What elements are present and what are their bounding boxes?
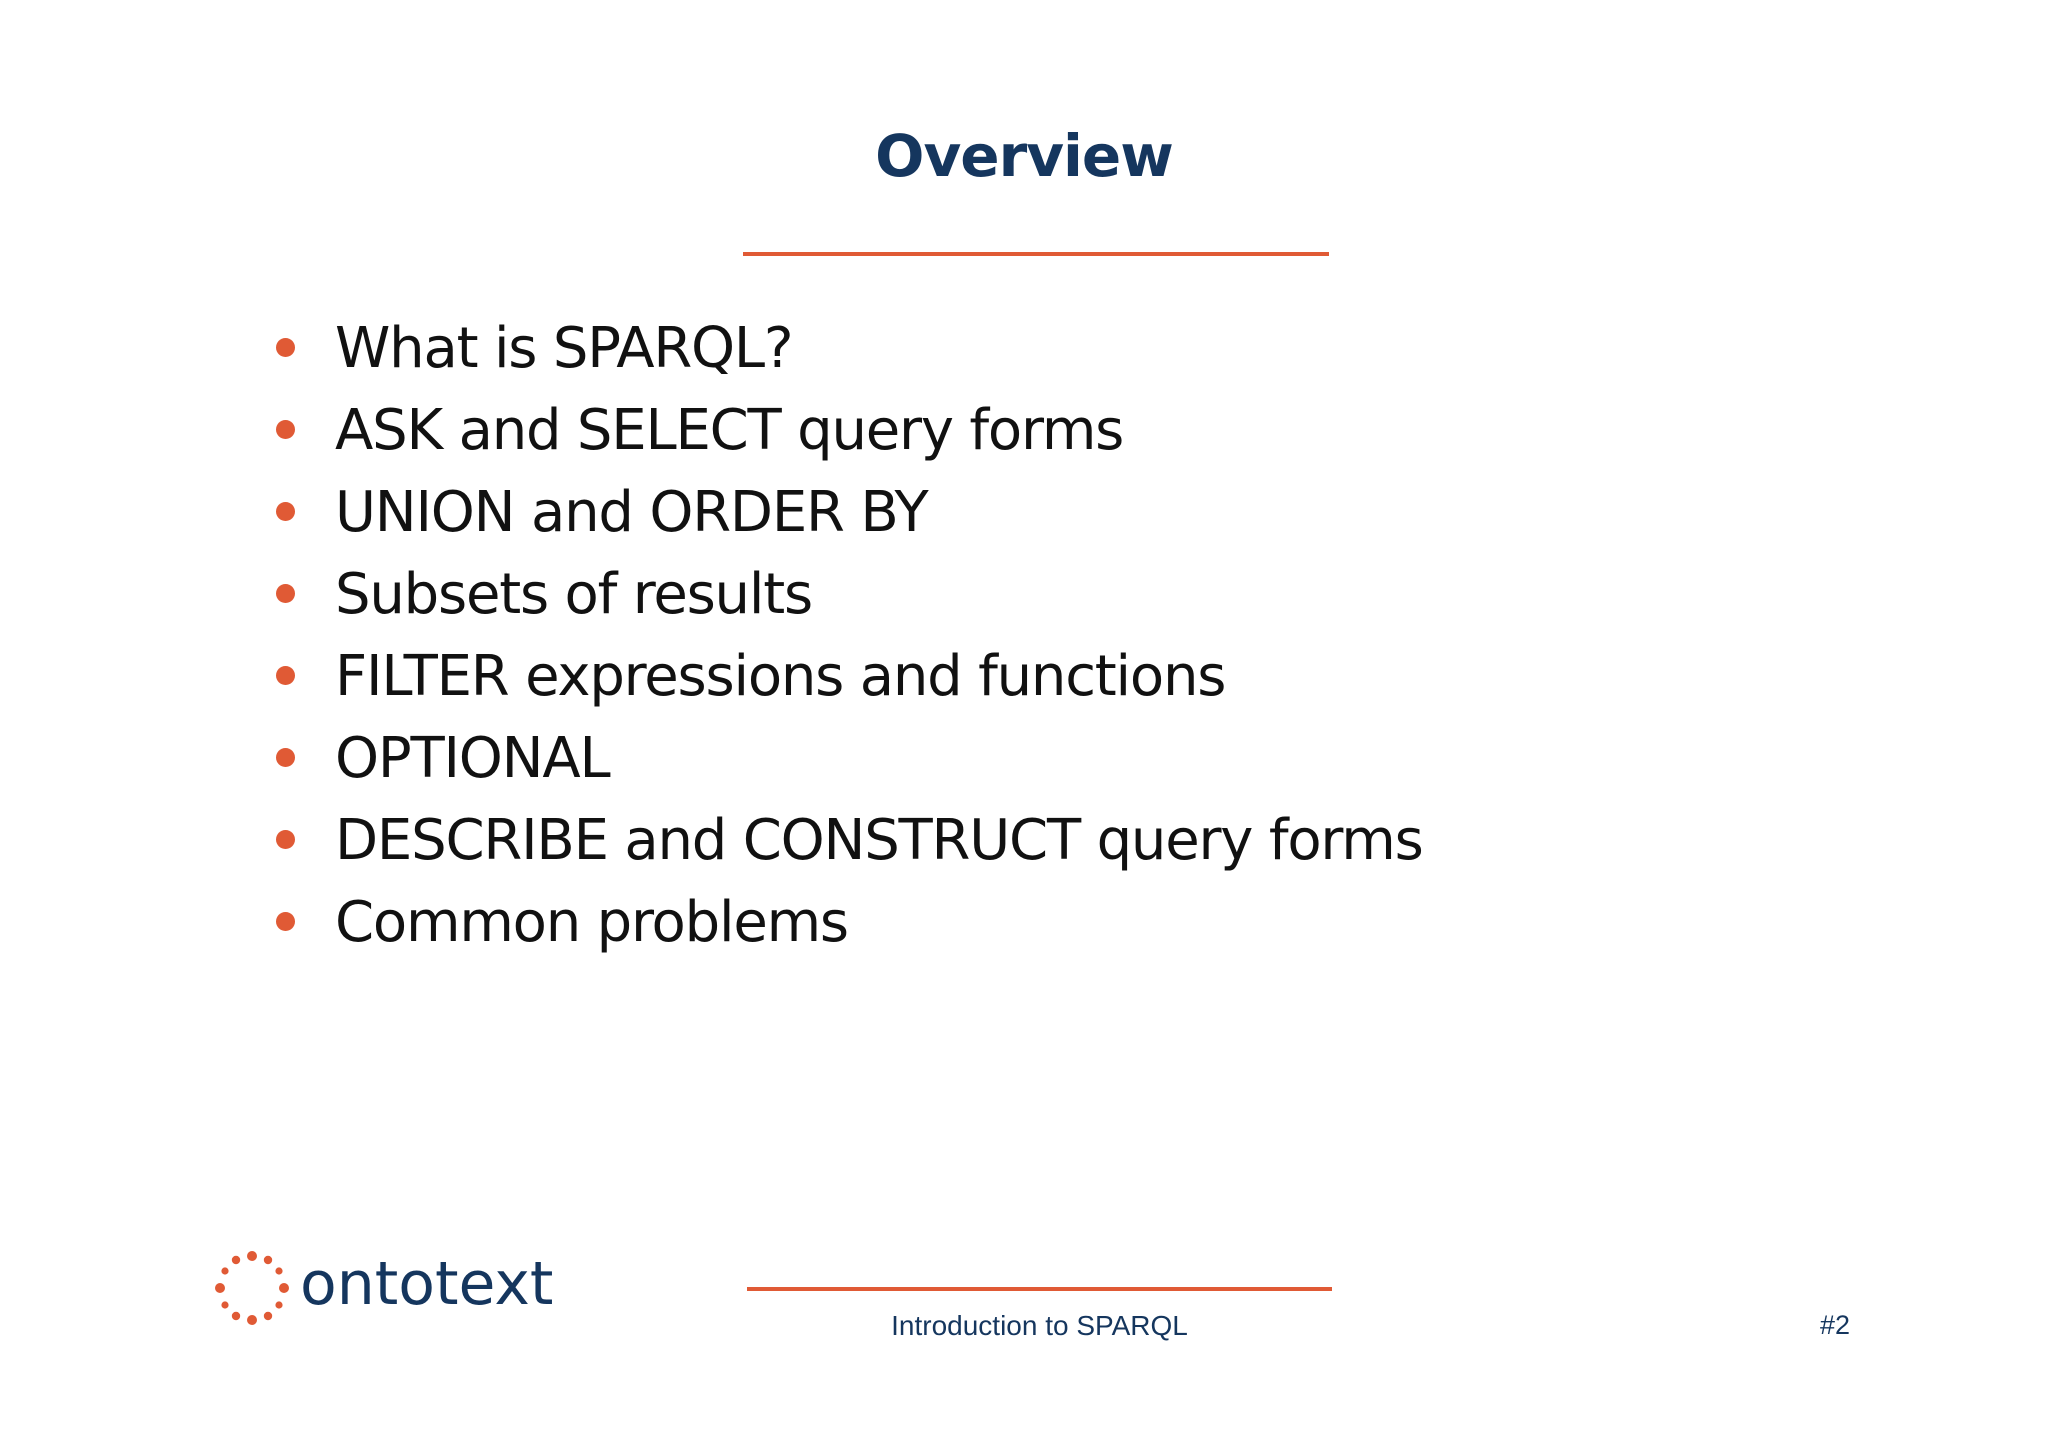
bullet-dot-icon	[276, 666, 295, 685]
list-item	[270, 389, 1423, 471]
bullet-text: DESCRIBE and CONSTRUCT query forms	[335, 807, 1423, 873]
list-item	[270, 717, 1423, 799]
title-divider	[743, 252, 1329, 256]
bullet-text: ASK and SELECT query forms	[335, 397, 1124, 463]
bullet-text: Subsets of results	[335, 561, 812, 627]
list-item	[270, 307, 1423, 389]
list-item	[270, 635, 1423, 717]
ontotext-dotted-circle-logo-icon	[214, 1250, 290, 1326]
ontotext-logo	[214, 1250, 553, 1326]
list-item	[270, 881, 1423, 963]
bullet-text: FILTER expressions and functions	[335, 643, 1226, 709]
bullet-dot-icon	[276, 748, 295, 767]
bullet-text: What is SPARQL?	[335, 315, 793, 381]
logo-text: ontotext	[300, 1249, 554, 1319]
list-item	[270, 799, 1423, 881]
bullet-dot-icon	[276, 912, 295, 931]
bullet-text: OPTIONAL	[335, 725, 610, 791]
list-item	[270, 471, 1423, 553]
bullet-text: Common problems	[335, 889, 848, 955]
bullet-dot-icon	[276, 420, 295, 439]
bullet-list	[270, 307, 1423, 963]
list-item	[270, 553, 1423, 635]
bullet-dot-icon	[276, 830, 295, 849]
bullet-dot-icon	[276, 338, 295, 357]
bullet-dot-icon	[276, 584, 295, 603]
slide-number: #2	[1819, 1310, 1851, 1340]
bullet-dot-icon	[276, 502, 295, 521]
slide-title: Overview	[875, 122, 1173, 190]
footer-divider	[747, 1287, 1332, 1291]
presentation-title: Introduction to SPARQL	[891, 1310, 1188, 1341]
bullet-text: UNION and ORDER BY	[335, 479, 928, 545]
